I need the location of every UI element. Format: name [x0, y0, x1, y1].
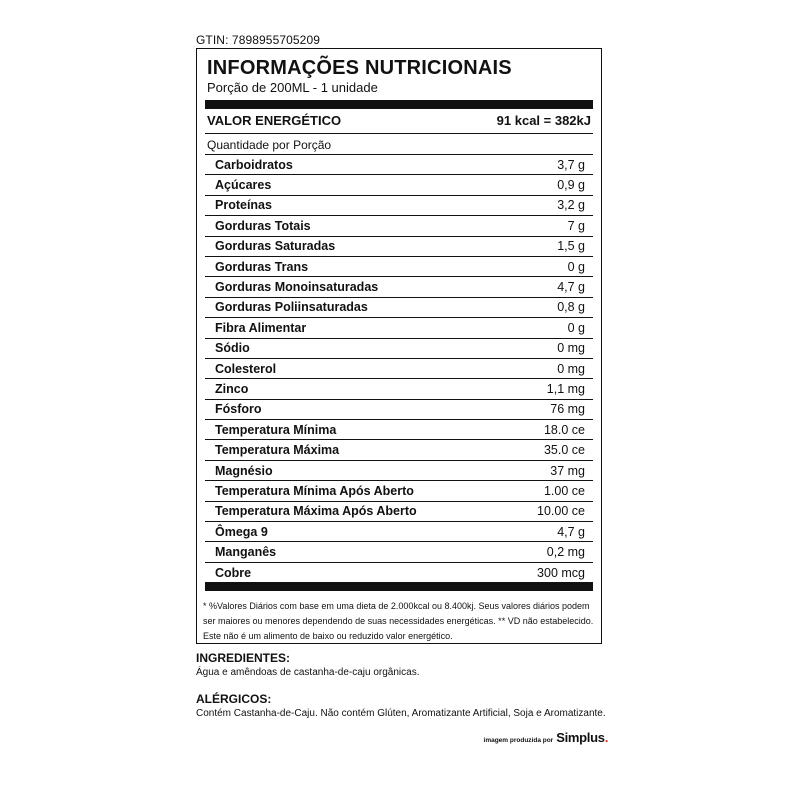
nutrient-value: 300 mcg — [537, 566, 585, 580]
nutrient-row — [205, 563, 593, 583]
simplus-logo-dot: . — [604, 730, 608, 745]
simplus-logo-text: Simplus — [556, 730, 605, 745]
nutrient-name: Proteínas — [215, 198, 272, 213]
quantity-header: Quantidade por Porção — [207, 138, 332, 152]
nutrient-name: Magnésio — [215, 463, 273, 478]
nutrient-value: 0 g — [567, 259, 585, 274]
nutrient-name: Fibra Alimentar — [215, 320, 307, 335]
nutrient-table — [205, 154, 593, 583]
nutrient-value: 0,8 g — [557, 300, 585, 315]
nutrient-name: Manganês — [215, 545, 277, 560]
simplus-logo — [556, 730, 608, 745]
nutrient-value: 4,7 g — [557, 524, 585, 539]
nutrient-row — [205, 400, 593, 420]
nutrient-row — [205, 359, 593, 379]
footnote-energy: Este não é um alimento de baixo ou reduzido valor energético. — [203, 631, 453, 641]
nutrient-name: Carboidratos — [215, 157, 293, 172]
nutrient-name: Temperatura Mínima Após Aberto — [215, 483, 414, 498]
nutrient-value: 4,7 g — [557, 280, 585, 295]
nutrient-row — [205, 257, 593, 277]
nutrient-value: 0 mg — [557, 361, 585, 376]
nutrient-value: 1,1 mg — [546, 381, 585, 396]
nutrient-name: Temperatura Máxima Após Aberto — [215, 504, 417, 519]
gtin-code: GTIN: 7898955705209 — [196, 33, 320, 47]
nutrient-name: Gorduras Monoinsaturadas — [215, 280, 379, 295]
portion-size: Porção de 200ML - 1 unidade — [207, 80, 378, 95]
nutrient-value: 3,2 g — [557, 198, 585, 213]
nutrient-row — [205, 298, 593, 318]
nutrient-row — [205, 175, 593, 195]
nutrient-row — [205, 502, 593, 522]
nutrient-row — [205, 216, 593, 236]
nutrition-facts-panel — [196, 48, 602, 644]
energy-label: VALOR ENERGÉTICO — [207, 113, 342, 128]
nutrient-value: 3,7 g — [557, 157, 585, 172]
nutrient-name: Cobre — [215, 566, 252, 580]
nutrient-value: 35.0 ce — [543, 443, 585, 458]
nutrient-name: Temperatura Mínima — [215, 422, 337, 437]
ingredients-text: Água e amêndoas de castanha-de-caju orgânicas. — [196, 667, 420, 678]
nutrient-row — [205, 339, 593, 359]
nutrient-name: Sódio — [215, 341, 250, 356]
nutrient-row — [205, 481, 593, 501]
nutrient-row — [205, 379, 593, 399]
nutrient-name: Ômega 9 — [215, 524, 268, 539]
nutrient-name: Gorduras Poliinsaturadas — [215, 300, 368, 315]
nutrient-row — [205, 318, 593, 338]
footnote-daily-values: * %Valores Diários com base em uma dieta de 2.000kcal ou 8.400kj. Seus valores diários podem ser maiores ou menores dependendo de suas necessidades energéticas. ** VD não estabelecido. — [203, 601, 594, 626]
nutrient-name: Colesterol — [215, 361, 277, 376]
nutrient-row — [205, 522, 593, 542]
nutrient-row — [205, 277, 593, 297]
bottom-divider-bar — [205, 582, 593, 591]
nutrient-name: Gorduras Totais — [215, 218, 311, 233]
nutrient-row — [205, 461, 593, 481]
nutrient-row — [205, 440, 593, 460]
nutrient-value: 1.00 ce — [543, 483, 585, 498]
nutrient-value: 0,9 g — [557, 178, 585, 193]
energy-divider — [205, 133, 593, 134]
nutrient-name: Zinco — [215, 381, 249, 396]
nutrient-name: Gorduras Saturadas — [215, 239, 336, 254]
nutrient-value: 10.00 ce — [537, 504, 585, 519]
nutrient-name: Fósforo — [215, 402, 262, 417]
allergens-text: Contém Castanha-de-Caju. Não contém Glúten, Aromatizante Artificial, Soja e Aromatizante. — [196, 708, 606, 719]
nutrient-row — [205, 542, 593, 562]
nutrient-row — [205, 237, 593, 257]
ingredients-title: INGREDIENTES: — [196, 651, 291, 665]
energy-value: 91 kcal = 382kJ — [496, 113, 591, 128]
nutrient-row — [205, 196, 593, 216]
credit-prefix: imagem produzida por — [483, 737, 554, 744]
top-divider-bar — [205, 100, 593, 109]
nutrient-value: 0 mg — [557, 341, 585, 356]
nutrient-value: 7 g — [567, 218, 585, 233]
nutrient-name: Açúcares — [215, 178, 272, 193]
nutrient-value: 0 g — [567, 320, 585, 335]
nutrient-value: 1,5 g — [557, 239, 585, 254]
nutrient-name: Temperatura Máxima — [215, 443, 340, 458]
nutrient-row — [205, 155, 593, 175]
nutrient-value: 76 mg — [550, 402, 585, 417]
panel-title: INFORMAÇÕES NUTRICIONAIS — [207, 57, 512, 79]
nutrient-value: 37 mg — [550, 463, 585, 478]
image-credit — [484, 730, 608, 745]
allergens-title: ALÉRGICOS: — [196, 692, 272, 706]
nutrient-value: 18.0 ce — [543, 422, 585, 437]
nutrient-row — [205, 420, 593, 440]
nutrient-value: 0,2 mg — [546, 545, 585, 560]
nutrient-name: Gorduras Trans — [215, 259, 309, 274]
footnote — [203, 599, 595, 644]
